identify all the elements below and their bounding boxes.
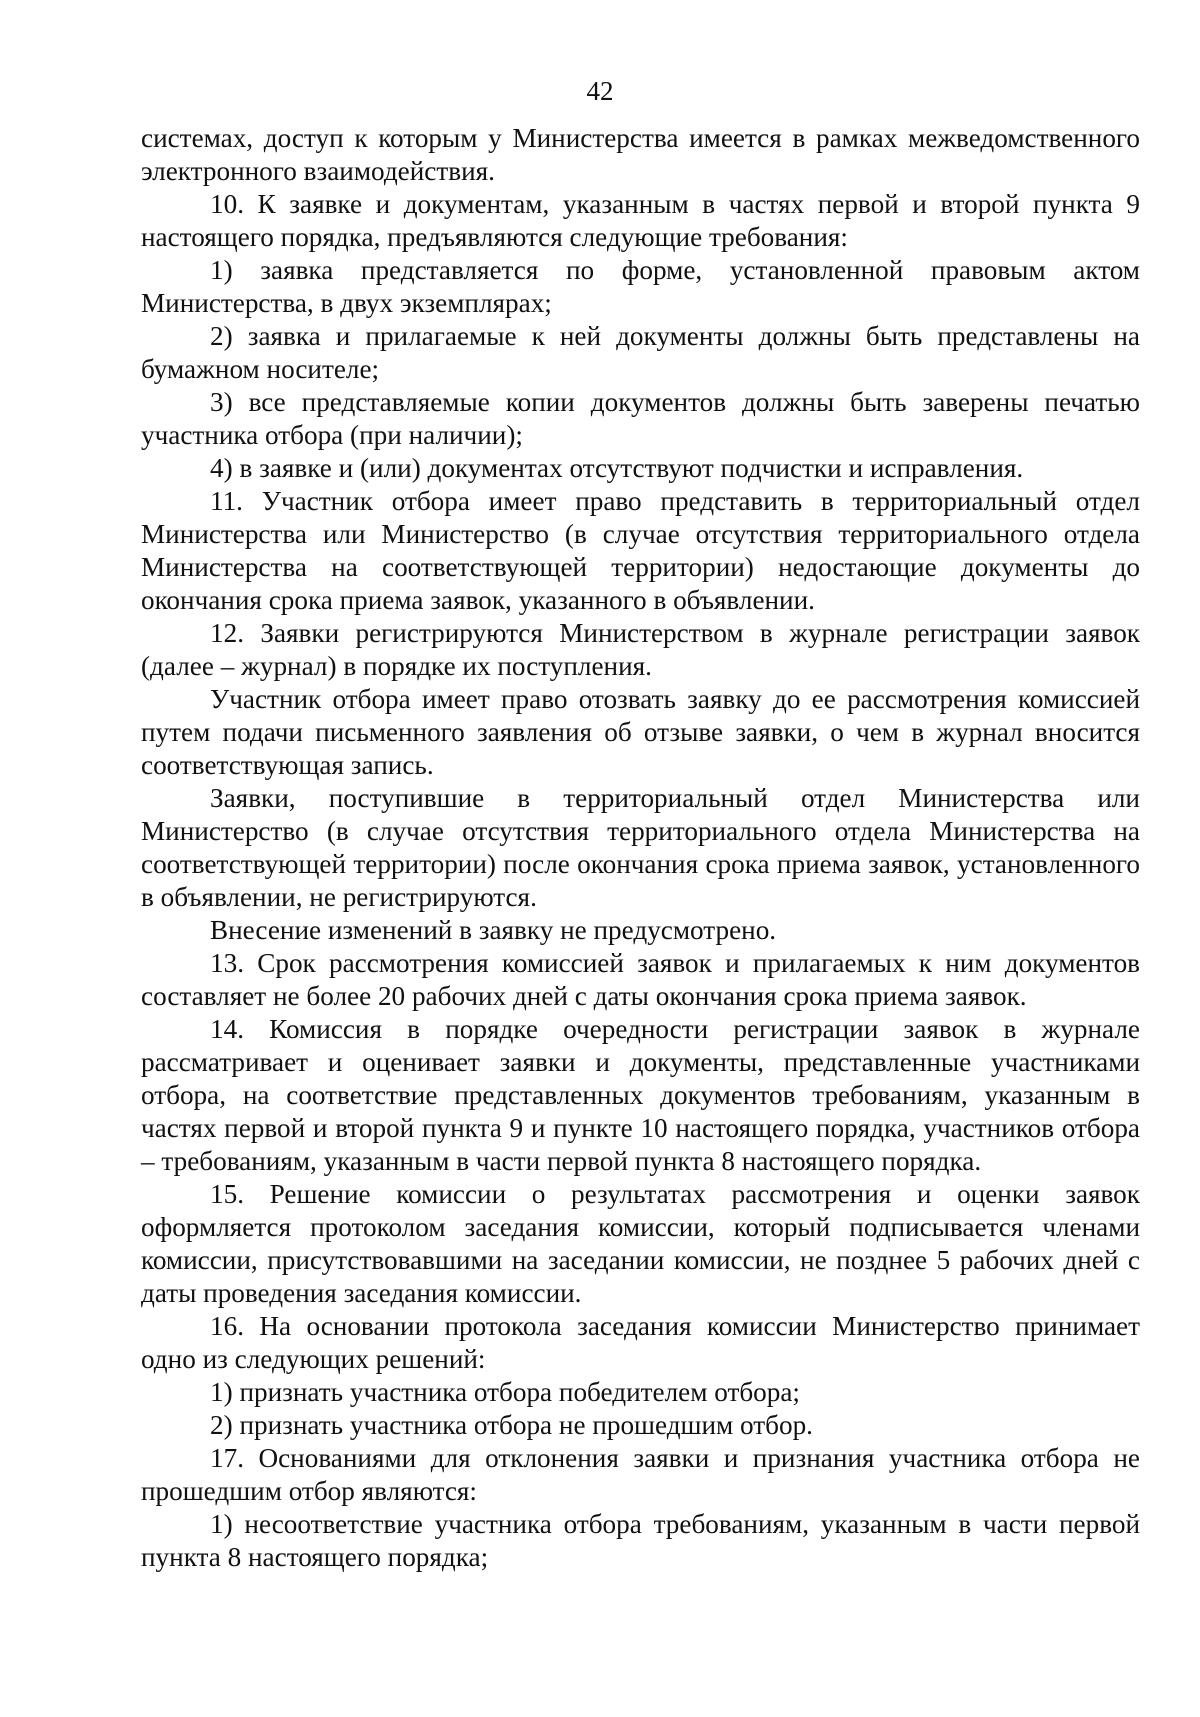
paragraph-item-14: 14. Комиссия в порядке очередности регистрации заявок в журнале рассматривает и оценивает заявки и документы, представленные участниками отбора, на соответствие представленных документов требованиям, указанным в частях первой и второй пункта 9 и пункте 10 настоящего порядка, участников отбора – требованиям, указанным в части первой пункта 8 настоящего порядка.	[141, 1014, 1140, 1176]
paragraph-item-12: 12. Заявки регистрируются Министерством в журнале регистрации заявок (далее – журнал) в порядке их поступления.	[141, 618, 1140, 681]
paragraph-item-12-late-applications: Заявки, поступившие в территориальный отдел Министерства или Министерство (в случае отсутствия территориального отдела Министерства на соответствующей территории) после окончания срока приема заявок, установленного в объявлении, не регистрируются.	[141, 783, 1140, 912]
paragraph-item-13: 13. Срок рассмотрения комиссией заявок и прилагаемых к ним документов составляет не более 20 рабочих дней с даты окончания срока приема заявок.	[141, 948, 1140, 1011]
paragraph-item-12-no-changes: Внесение изменений в заявку не предусмотрено.	[210, 915, 777, 945]
paragraph-subitem-17-1: 1) несоответствие участника отбора требованиям, указанным в части первой пункта 8 настоящего порядка;	[141, 1509, 1140, 1572]
paragraph-item-11: 11. Участник отбора имеет право представить в территориальный отдел Министерства или Министерство (в случае отсутствия территориального отдела Министерства на соответствующей территории) недостающие документы до окончания срока приема заявок, указанного в объявлении.	[141, 486, 1140, 615]
paragraph-subitem-10-1: 1) заявка представляется по форме, установленной правовым актом Министерства, в двух экземплярах;	[141, 255, 1140, 318]
page-number: 42	[586, 76, 614, 106]
paragraph-item-12-withdrawal: Участник отбора имеет право отозвать заявку до ее рассмотрения комиссией путем подачи письменного заявления об отзыве заявки, о чем в журнал вносится соответствующая запись.	[141, 684, 1140, 780]
paragraph-continuation: системах, доступ к которым у Министерства имеется в рамках межведомственного электронного взаимодействия.	[141, 123, 1140, 186]
paragraph-subitem-16-2: 2) признать участника отбора не прошедшим отбор.	[210, 1410, 813, 1440]
paragraph-subitem-10-4: 4) в заявке и (или) документах отсутствуют подчистки и исправления.	[210, 453, 1024, 483]
paragraph-subitem-16-1: 1) признать участника отбора победителем отбора;	[210, 1377, 800, 1407]
paragraph-item-10: 10. К заявке и документам, указанным в частях первой и второй пункта 9 настоящего порядка, предъявляются следующие требования:	[141, 189, 1140, 252]
paragraph-subitem-10-3: 3) все представляемые копии документов должны быть заверены печатью участника отбора (при наличии);	[141, 387, 1140, 450]
document-body	[141, 122, 1140, 1574]
paragraph-subitem-10-2: 2) заявка и прилагаемые к ней документы должны быть представлены на бумажном носителе;	[141, 321, 1140, 384]
paragraph-item-16: 16. На основании протокола заседания комиссии Министерство принимает одно из следующих решений:	[141, 1311, 1140, 1374]
paragraph-item-15: 15. Решение комиссии о результатах рассмотрения и оценки заявок оформляется протоколом заседания комиссии, который подписывается членами комиссии, присутствовавшими на заседании комиссии, не позднее 5 рабочих дней с даты проведения заседания комиссии.	[141, 1179, 1140, 1308]
paragraph-item-17: 17. Основаниями для отклонения заявки и признания участника отбора не прошедшим отбор являются:	[141, 1443, 1140, 1506]
